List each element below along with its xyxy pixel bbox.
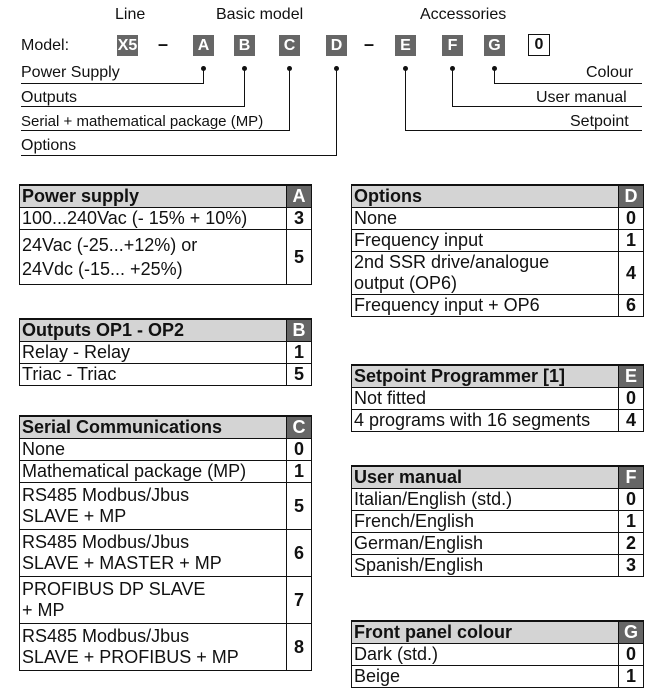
option-code: 4: [619, 410, 644, 432]
option-desc: None: [20, 439, 287, 461]
option-desc: German/English: [352, 533, 619, 555]
table-user-manual: [351, 465, 644, 577]
code-line: X5: [117, 37, 138, 54]
option-desc: 24Vac (-25...+12%) or 24Vdc (-15... +25%): [20, 230, 287, 285]
option-desc: 2nd SSR drive/analogue output (OP6): [352, 252, 619, 295]
option-code: 0: [619, 388, 644, 410]
option-code: 4: [619, 252, 644, 295]
option-code: 1: [287, 461, 312, 483]
code-g: G: [484, 35, 505, 56]
option-code: 0: [619, 489, 644, 511]
option-code: 0: [619, 208, 644, 230]
option-desc: RS485 Modbus/Jbus SLAVE + MASTER + MP: [20, 530, 287, 577]
option-code: 3: [619, 555, 644, 577]
table-outputs: [19, 318, 312, 386]
table-title: User manual: [352, 466, 619, 489]
table-title: Setpoint Programmer [1]: [352, 365, 619, 388]
option-code: 1: [287, 342, 312, 364]
connector-c: [289, 68, 290, 130]
option-code: 5: [287, 230, 312, 285]
accessories-column-label: Accessories: [420, 6, 507, 23]
option-desc: French/English: [352, 511, 619, 533]
option-code: 1: [619, 230, 644, 252]
label-user-manual: User manual: [536, 89, 627, 106]
option-desc: 4 programs with 16 segments: [352, 410, 619, 432]
option-desc: RS485 Modbus/Jbus SLAVE + MP: [20, 483, 287, 530]
option-code: 6: [619, 295, 644, 317]
code-d: D: [326, 35, 347, 56]
table-code: B: [287, 319, 312, 342]
dash-separator: –: [158, 34, 169, 54]
label-power-supply: Power Supply: [21, 64, 120, 81]
option-code: 3: [287, 208, 312, 230]
option-desc: 100...240Vac (- 15% + 10%): [20, 208, 287, 230]
table-front-panel-colour: [351, 620, 644, 688]
connector-b: [21, 106, 245, 107]
label-setpoint: Setpoint: [570, 113, 629, 130]
option-desc: Beige: [352, 666, 619, 688]
option-desc: Relay - Relay: [20, 342, 287, 364]
option-desc: Triac - Triac: [20, 364, 287, 386]
option-code: 5: [287, 483, 312, 530]
label-colour: Colour: [586, 64, 634, 81]
option-code: 1: [619, 666, 644, 688]
option-desc: Mathematical package (MP): [20, 461, 287, 483]
code-colour-zero: 0: [528, 34, 550, 56]
table-code: G: [619, 621, 644, 644]
table-title: Serial Communications: [20, 416, 287, 439]
table-power-supply: [19, 184, 312, 285]
code-b: B: [234, 35, 255, 56]
connector-dot: [403, 66, 408, 71]
table-title: Front panel colour: [352, 621, 619, 644]
option-desc: Frequency input: [352, 230, 619, 252]
option-desc: PROFIBUS DP SLAVE + MP: [20, 577, 287, 624]
label-outputs: Outputs: [21, 89, 78, 106]
connector-e: [405, 130, 642, 131]
dash-separator: –: [364, 34, 375, 54]
table-title: Outputs OP1 - OP2: [20, 319, 287, 342]
table-title: Power supply: [20, 185, 287, 208]
connector-f: [452, 106, 642, 107]
line-column-label: Line: [115, 6, 146, 23]
option-code: 0: [619, 644, 644, 666]
code-f: F: [442, 35, 463, 56]
connector-dot: [242, 66, 247, 71]
label-options: Options: [21, 137, 77, 154]
option-code: 1: [619, 511, 644, 533]
table-code: A: [287, 185, 312, 208]
connector-dot: [287, 66, 292, 71]
table-code: C: [287, 416, 312, 439]
connector-dot: [450, 66, 455, 71]
model-label: Model:: [21, 37, 70, 54]
table-code: D: [619, 185, 644, 208]
option-code: 0: [287, 439, 312, 461]
connector-d: [21, 155, 337, 156]
connector-a: [21, 83, 204, 84]
connector-g: [494, 83, 642, 84]
code-c: C: [279, 35, 300, 56]
connector-dot: [492, 66, 497, 71]
option-desc: None: [352, 208, 619, 230]
table-code: E: [619, 365, 644, 388]
table-options: [351, 184, 644, 317]
code-e: E: [395, 35, 416, 56]
option-desc: Not fitted: [352, 388, 619, 410]
connector-c: [21, 130, 290, 131]
option-desc: Dark (std.): [352, 644, 619, 666]
connector-e: [405, 68, 406, 130]
table-serial: [19, 415, 312, 671]
table-setpoint: [351, 364, 644, 432]
option-code: 8: [287, 624, 312, 671]
option-desc: Spanish/English: [352, 555, 619, 577]
table-title: Options: [352, 185, 619, 208]
connector-b: [244, 68, 245, 106]
table-code: F: [619, 466, 644, 489]
label-serial: Serial + mathematical package (MP): [21, 113, 264, 130]
connector-dot: [334, 66, 339, 71]
connector-d: [336, 68, 337, 155]
option-code: 2: [619, 533, 644, 555]
basic-model-column-label: Basic model: [216, 6, 304, 23]
option-code: 7: [287, 577, 312, 624]
option-desc: Italian/English (std.): [352, 489, 619, 511]
connector-dot: [201, 66, 206, 71]
option-desc: RS485 Modbus/Jbus SLAVE + PROFIBUS + MP: [20, 624, 287, 671]
option-code: 6: [287, 530, 312, 577]
option-desc: Frequency input + OP6: [352, 295, 619, 317]
code-a: A: [193, 35, 214, 56]
connector-f: [452, 68, 453, 106]
option-code: 5: [287, 364, 312, 386]
